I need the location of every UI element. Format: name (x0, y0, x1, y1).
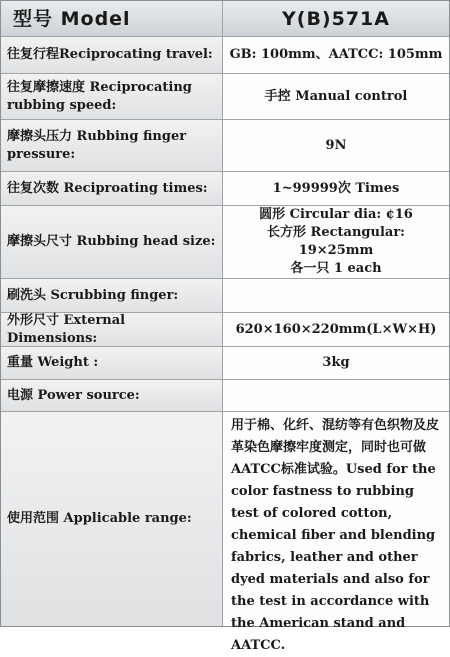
table-row (1, 172, 449, 206)
table-row (1, 74, 449, 120)
row-label-pressure: 摩擦头压力 Rubbing finger pressure: (1, 120, 223, 171)
row-value-head-size (223, 206, 449, 278)
table-row (1, 206, 449, 279)
row-value-speed: 手控 Manual control (223, 74, 449, 119)
row-value-weight: 3kg (223, 347, 449, 379)
header-model-value: Y(B)571A (223, 1, 449, 36)
table-row (1, 412, 449, 653)
table-header (1, 1, 449, 37)
row-value-range: 用于棉、化纤、混纺等有色织物及皮革染色摩擦牢度测定，同时也可做AATCC标准试验。Used for the color fastness to rubbing test of colored cotton, chemical fiber and blending fabrics, leather and other dyed materials and also for the test in accordance with the American stand and AATCC. (223, 412, 449, 626)
row-value-power (223, 380, 449, 411)
row-label-scrubbing: 刷洗头 Scrubbing finger: (1, 279, 223, 312)
row-label-power: 电源 Power source: (1, 380, 223, 411)
header-model-label: 型号 Model (1, 1, 223, 36)
head-size-rectangular: 长方形 Rectangular: 19×25mm (267, 225, 405, 258)
row-label-speed: 往复摩擦速度 Reciprocating rubbing speed: (1, 74, 223, 119)
table-row (1, 347, 449, 380)
row-value-pressure: 9N (223, 120, 449, 171)
head-size-circular: 圆形 Circular dia: ¢16 (259, 207, 413, 222)
head-size-each: 各一只 1 each (290, 261, 382, 276)
row-value-travel: GB: 100mm、AATCC: 105mm (223, 37, 449, 73)
row-label-dimensions: 外形尺寸 External Dimensions: (1, 313, 223, 346)
row-label-range: 使用范围 Applicable range: (1, 412, 223, 626)
row-value-times: 1~99999次 Times (223, 172, 449, 205)
row-label-weight: 重量 Weight : (1, 347, 223, 379)
row-label-times: 往复次数 Reciproating times: (1, 172, 223, 205)
row-label-head-size: 摩擦头尺寸 Rubbing head size: (1, 206, 223, 278)
table-row (1, 279, 449, 313)
table-row (1, 37, 449, 74)
table-row (1, 380, 449, 412)
row-value-dimensions: 620×160×220mm(L×W×H) (223, 313, 449, 346)
table-row (1, 313, 449, 347)
table-row (1, 120, 449, 172)
row-label-travel: 往复行程Reciprocating travel: (1, 37, 223, 73)
row-value-scrubbing (223, 279, 449, 312)
